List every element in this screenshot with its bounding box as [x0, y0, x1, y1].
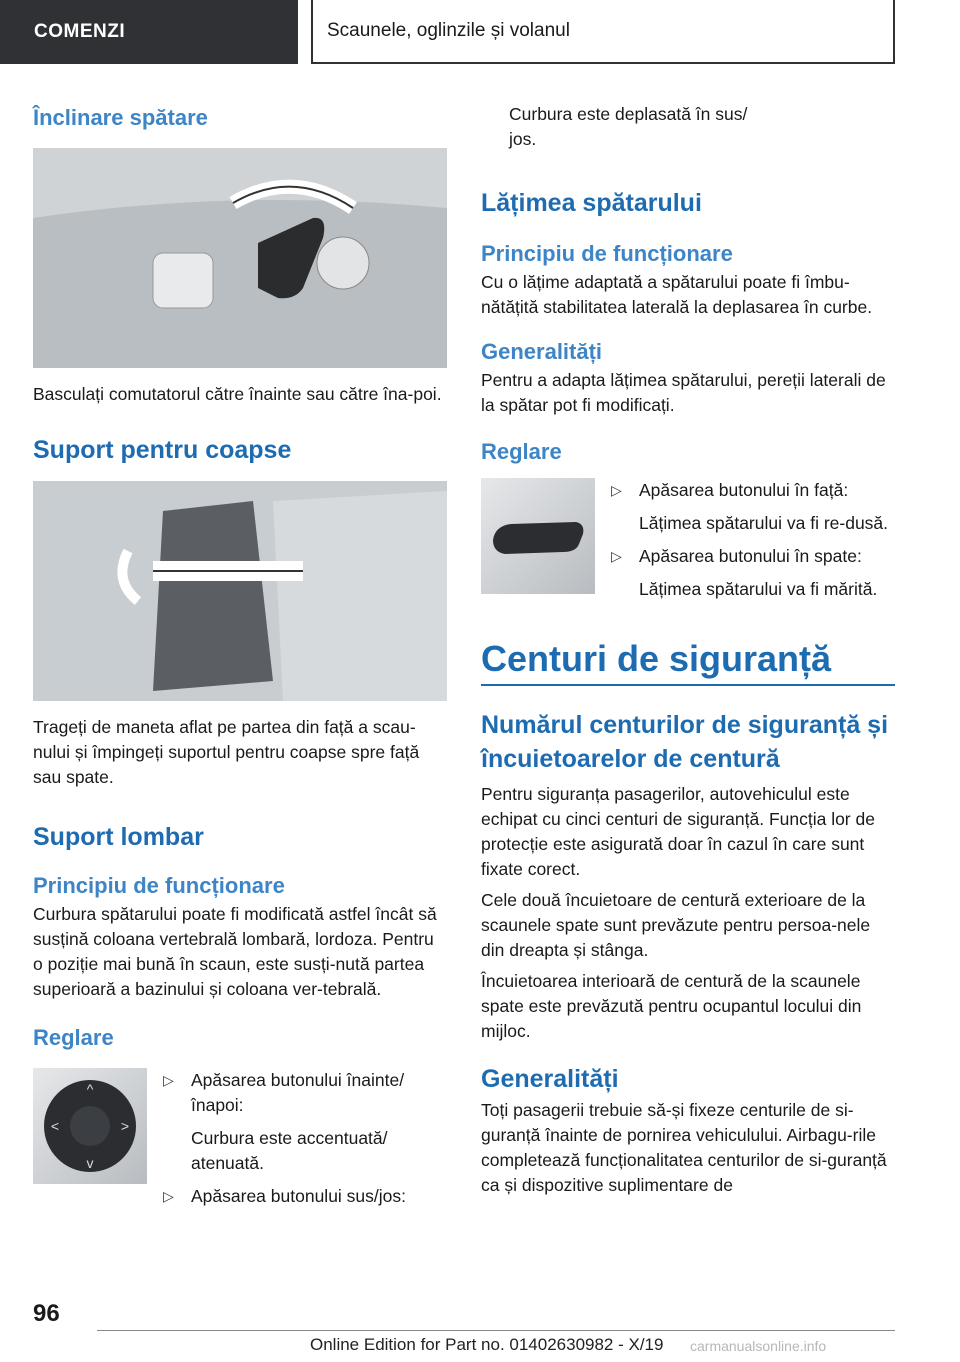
- list-item: ▷ Apăsarea butonului în față: Lățimea spătarului va fi re-dusă.: [611, 480, 889, 533]
- text-general2: Toți pasagerii trebuie să-și fixeze centurile de si-guranță înainte de pornirea vehiculului. Airbagu-rile completează funcționalitatea centurilor de si-guranță ca și dispozitive suplimentare de: [481, 1100, 887, 1195]
- width-step-list: [609, 478, 895, 602]
- list-item: ▷ Apăsarea butonului în spate: Lățimea spătarului va fi mărită.: [611, 546, 878, 599]
- svg-text:^: ^: [86, 1081, 94, 1097]
- heading-coapse: Suport pentru coapse: [33, 436, 292, 464]
- heading-reglare-left: Reglare: [33, 1025, 114, 1050]
- svg-text:<: <: [50, 1118, 60, 1134]
- width-steps: [481, 478, 895, 602]
- lumbar-button-thumbnail: [33, 1068, 147, 1184]
- lumbar-steps: [33, 1068, 447, 1209]
- heading-principiu-left: Principiu de funcționare: [33, 873, 285, 898]
- text-inclinare: Basculați comutatorul către înainte sau către îna-poi.: [33, 384, 442, 404]
- section-title: COMENZI: [34, 21, 126, 42]
- section-tab: [0, 0, 298, 64]
- chapter-tab: [311, 0, 895, 64]
- triangle-bullet-icon: ▷: [163, 1188, 174, 1204]
- text-continuation: Curbura este deplasată în sus/ jos.: [509, 104, 748, 149]
- heading-lombar: Suport lombar: [33, 823, 204, 851]
- seat-switch-illustration: [33, 148, 447, 368]
- heading-reglare-right: Reglare: [481, 439, 562, 464]
- text-principiu-left: Curbura spătarului poate fi modificată astfel încât să susțină coloana vertebrală lombară, lordoza. Pentru o poziție mai bună în scaun, este susți-nută partea superioară a bazinului și coloana ver-tebrală.: [33, 904, 437, 999]
- text-numar-1: Pentru siguranța pasagerilor, autovehiculul este echipat cu cinci centuri de siguranță. Funcția lor de protecție este asigurată doar în cazul în care sunt fixate corect.: [481, 784, 875, 879]
- text-general-right: Pentru a adapta lățimea spătarului, pereții laterali de la spătar pot fi modificați.: [481, 370, 886, 415]
- heading-numar: Numărul centurilor de siguranță și încuietoarelor de centură: [481, 711, 889, 773]
- triangle-bullet-icon: ▷: [611, 548, 622, 564]
- text-coapse: Trageți de maneta aflat pe partea din față a scau-nului și împingeți suportul pentru coapse spre față sau spate.: [33, 717, 420, 787]
- heading-latime: Lățimea spătarului: [481, 189, 702, 217]
- list-item: ▷ Apăsarea butonului sus/jos:: [161, 1184, 447, 1209]
- heading-general2: Generalități: [481, 1065, 619, 1093]
- left-column: [33, 90, 447, 1209]
- page-number: 96: [33, 1300, 60, 1327]
- list-item: ▷ Apăsarea butonului înainte/ înapoi: Curbura este accentuată/ atenuată.: [163, 1070, 405, 1173]
- footer-divider: [97, 1330, 895, 1331]
- width-button-thumbnail: [481, 478, 595, 594]
- edition-note: Online Edition for Part no. 01402630982 - X/19: [310, 1335, 664, 1354]
- text-principiu-right: Cu o lățime adaptată a spătarului poate fi îmbu-nătățită stabilitatea laterală la deplasarea în curbe.: [481, 272, 873, 317]
- heading-general-right: Generalități: [481, 339, 603, 364]
- chapter-title: Scaunele, oglinzile și volanul: [327, 20, 570, 41]
- text-numar-3: Încuietoarea interioară de centură de la scaunele spate este prevăzută pentru ocupantul locului din mijloc.: [481, 971, 862, 1041]
- heading-principiu-right: Principiu de funcționare: [481, 241, 733, 266]
- heading-centuri: Centuri de siguranță: [481, 638, 895, 686]
- right-column: [481, 102, 895, 1198]
- text-numar-2: Cele două încuietoare de centură exterioare de la scaunele spate sunt prevăzute pentru persoa-nele din dreapta și stânga.: [481, 890, 871, 960]
- heading-inclinare: Înclinare spătare: [33, 105, 208, 130]
- thigh-support-illustration: [33, 481, 447, 701]
- lumbar-step-list: [161, 1068, 447, 1209]
- triangle-bullet-icon: ▷: [611, 482, 622, 498]
- watermark: carmanualsonline.info: [690, 1338, 827, 1354]
- triangle-bullet-icon: ▷: [163, 1072, 174, 1088]
- svg-text:>: >: [120, 1118, 130, 1134]
- svg-text:v: v: [86, 1155, 94, 1171]
